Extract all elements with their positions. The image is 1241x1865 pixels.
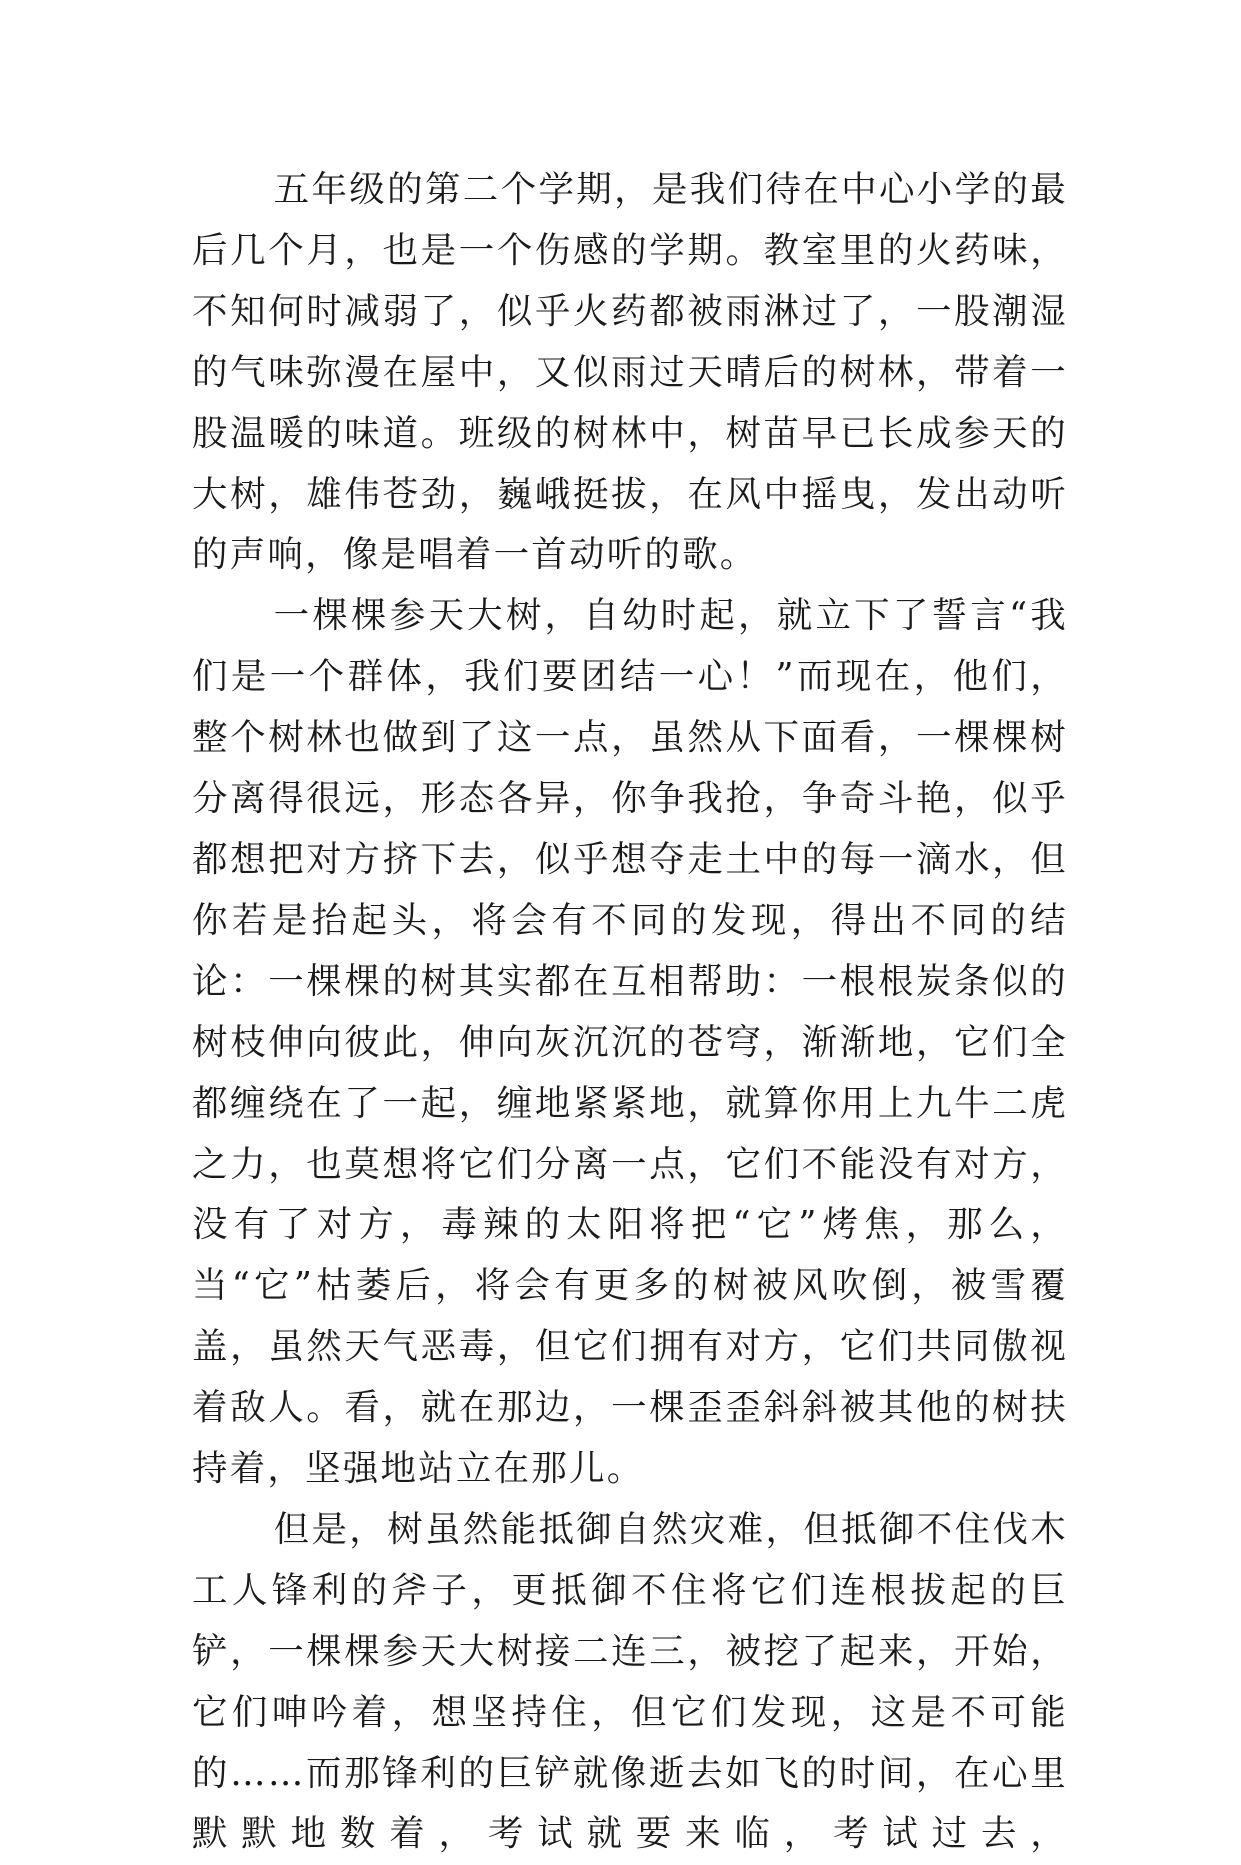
paragraph-2: 一棵棵参天大树，自幼时起，就立下了誓言“我们是一个群体，我们要团结一心！”而现在，他们，整个树林也做到了这一点，虽然从下面看，一棵棵树分离得很远，形态各异，你争我抢，争奇斗艳，似乎都想把对方挤下去，似乎想夺走土中的每一滴水，但你若是抬起头，将会有不同的发现，得出不同的结论：一棵棵的树其实都在互相帮助：一根根炭条似的树枝伸向彼此，伸向灰沉沉的苍穹，渐渐地，它们全都缠绕在了一起，缠地紧紧地，就算你用上九牛二虎之力，也莫想将它们分离一点，它们不能没有对方，没有了对方，毒辣的太阳将把“它”烤焦，那么，当“它”枯萎后，将会有更多的树被风吹倒，被雪覆盖，虽然天气恶毒，但它们拥有对方，它们共同傲视着敌人。看，就在那边，一棵歪歪斜斜被其他的树扶持着，坚强地站立在那儿。: [192, 595, 1068, 1490]
essay-body: [192, 160, 1068, 1865]
paragraph-1: 五年级的第二个学期，是我们待在中心小学的最后几个月，也是一个伤感的学期。教室里的火药味，不知何时减弱了，似乎火药都被雨淋过了，一股潮湿的气味弥漫在屋中，又似雨过天晴后的树林，带着一股温暖的味道。班级的树林中，树苗早已长成参天的大树，雄伟苍劲，巍峨挺拔，在风中摇曳，发出动听的声响，像是唱着一首动听的歌。: [192, 169, 1068, 576]
paragraph-3: 但是，树虽然能抵御自然灾难，但抵御不住伐木工人锋利的斧子，更抵御不住将它们连根拔起的巨铲，一棵棵参天大树接二连三，被挖了起来，开始，它们呻吟着，想坚持住，但它们发现，这是不可能的……而那锋利的巨铲就像逝去如飞的时间，在心里默默地数着，考试就要来临，考试过去，: [192, 1508, 1068, 1855]
